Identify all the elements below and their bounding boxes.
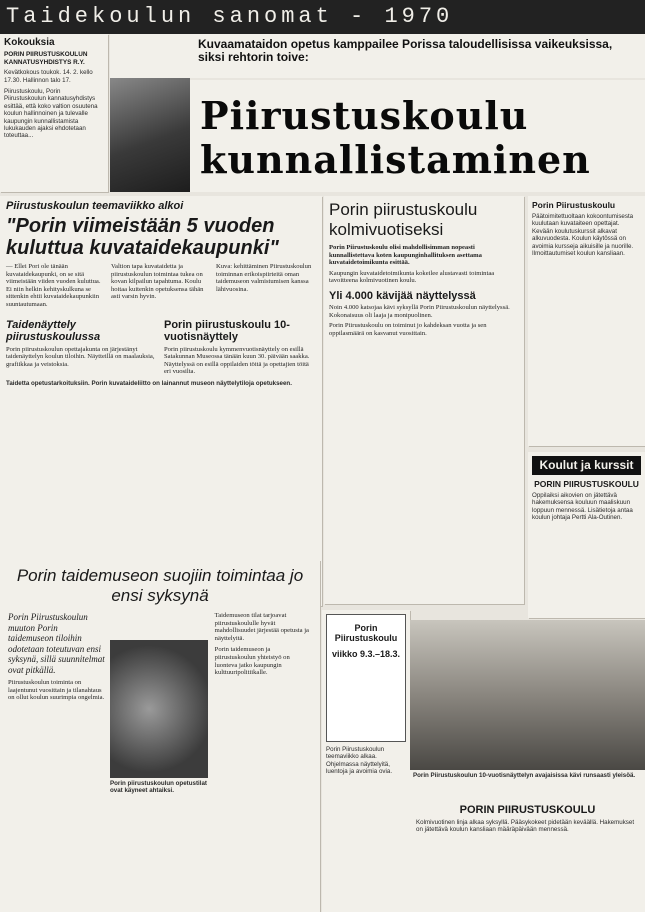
kolmivuotiseksi-text-2: Porin Piirustuskoulu on toiminut jo kahdeksan vuotta ja sen oppilasmäärä on kasvanut vuosittain. (329, 322, 487, 337)
portrait-photo (110, 78, 190, 192)
classroom-photo (110, 640, 208, 778)
exhibition-photo-clipping (410, 620, 645, 800)
piirustuskoulu-notice (528, 196, 645, 446)
koulut-ja-kurssit-notice (528, 452, 645, 618)
nayttely-10v-heading: Porin piirustuskoulu 10-vuotisnäyttely (164, 318, 290, 343)
kokouksia-clipping (0, 34, 108, 192)
piirustuskoulu-heading: Porin Piirustuskoulu (532, 200, 616, 210)
main-headline: Piirustuskoulu kunnallistaminen (200, 93, 591, 182)
article-columns (6, 263, 316, 309)
taidemuseo-headline: Porin taidemuseon suojiin toimintaa jo ensi syksynä (16, 566, 304, 605)
kolmivuotiseksi-headline: Porin piirustuskoulu kolmivuotiseksi (329, 200, 478, 239)
taidemuseo-article (0, 560, 320, 912)
article-kicker: Piirustuskoulun teemaviikko alkoi (6, 200, 184, 212)
taidetta-opetukseen-text: Taidetta opetustarkoituksiin. Porin kuvataideliitto on lainannut museon näyttelytiloja opetukseen. (6, 379, 292, 387)
koulut-text: Oppilaiksi aikovien on jätettävä hakemuksensa kouluun maaliskuun loppuun mennessä. Lisätietoja antaa koulun johtaja Pertti Ala-Outinen. (532, 492, 633, 522)
kolmivuotinen-text: Kolmivuotinen linja alkaa syksyllä. Pääsykokeet pidetään keväällä. Hakemukset on jätettävä koulun kansliaan määräpäivään mennessä. (416, 819, 635, 834)
kolmivuotiseksi-lede: Porin Piirustuskoulu olisi mahdollisimman nopeasti kunnallistettava koten kaupunginhallituksen asettama kuvataidetoimikunta esittää. (329, 244, 482, 267)
taidemuseo-column-3: Porin taidemuseon ja piirustuskoulun yhteistyö on luonteva jatko kaupungin kulttuuripolitiikalle. (214, 646, 290, 677)
kolmivuotinen-linja-notice (410, 800, 645, 912)
classroom-photo-caption: Porin piirustuskoulun opetustilat ovat käyneet ahtaiksi. (110, 780, 207, 795)
taidemuseo-column-1: Piirustuskoulun toiminta on laajentunut vuosittain ja tilanahtaus on ollut koulun suurimpia ongelmia. (8, 679, 105, 702)
taidenayttely-text: Porin piirustuskoulun opettajakunta on järjestänyt taidenäyttelyn koulun tiloihin. Näytteillä on maalauksia, grafiikkaa ja veistoksia. (6, 345, 155, 368)
exhibition-photo-caption: Porin Piirustuskoulun 10-vuotisnäyttelyn avajaisissa kävi runsaasti yleisöä. (413, 772, 636, 779)
article-headline: "Porin viimeistään 5 vuoden kuluttua kuvataidekaupunki" (6, 215, 279, 259)
kuvataidekaupunki-article (0, 196, 322, 606)
article-column-1: — Ellei Pori ole tänään kuvataidekaupunki, on se sitä viimeistään viiden vuoden kuluttua. Ei niin helkin kehityskulkuna se sittenkin ehtii kuvataidekaupunkiin suuntautumaan. (6, 263, 101, 308)
kokouksia-text-1: Kevätkokous toukok. 14. 2. kello 17.30. Hallinnon talo 17. (4, 69, 93, 84)
kokouksia-text-2: Piirustuskoulu, Porin Piirustuskoulun kannatusyhdistys esittää, että koko valtion osuutena koulun hallinnoinen ja tulevalle kaupungin kunnallistamista lukukauden ajaksi ehdotetaan toteuttaa... (4, 88, 98, 140)
koulut-badge: Koulut ja kurssit (532, 456, 641, 475)
poster-dates: viikko 9.3.–18.3. (331, 649, 401, 659)
yli-4000-heading: Yli 4.000 kävijää näyttelyssä (329, 289, 476, 302)
exhibition-photo (410, 620, 645, 770)
piirustuskoulu-text: Päätoimitettuoltaan kokoontumisesta kuulutaan kuvataiteen opettajat. Kevään koulutuskurssit alkavat alkuvuodesta. Koulun käytössä on avoimia kursseja aikuisille ja nuorille. Ilmoittautumiset koulun kansliaan. (532, 213, 634, 258)
poster-box (326, 614, 406, 742)
koulut-heading: PORIN PIIRUSTUSKOULU (534, 479, 639, 489)
kokouksia-heading: Kokouksia (4, 37, 55, 48)
taidemuseo-lede: Porin Piirustuskoulun muuton Porin taidemuseon tiloihin odotetaan toteutuvan ensi syksynä, sillä suunnitelmat ovat pitkällä. (8, 612, 105, 675)
article-column-3: Kuva: kehittäminen Piirustuskoulun toiminnan erikoispiirteitä oman taidemuseon valmistumisen kanssa lähivuosina. (216, 263, 312, 293)
main-headline-clipping (190, 80, 645, 192)
top-headline-strip (110, 34, 645, 78)
poster-title: Porin Piirustuskoulu (334, 623, 398, 643)
kolmivuotiseksi-text: Kaupungin kuvataidetoimikunta kokeilee alustavasti toimintaa tavoitteena kolmivuotinen koulu. (329, 269, 495, 285)
taidemuseo-column-2: Taidemuseon tilat tarjoavat piirustuskoululle hyvät mahdollisuudet järjestää opetusta ja näyttelyitä. (214, 612, 309, 642)
kolmivuotinen-heading: PORIN PIIRUSTUSKOULU (459, 804, 596, 816)
masthead-title: Taidekoulun sanomat - 1970 (0, 0, 645, 34)
yli-4000-text: Noin 4.000 katsojaa kävi syksyllä Porin Piirustuskoulun näyttelyssä. Kokonaisuus oli laaja ja monipuolinen. (329, 303, 510, 319)
kokouksia-org: PORIN PIIRUSTUSKOULUN KANNATUSYHDISTYS R.Y. (4, 51, 88, 66)
poster-caption: Porin Piirustuskoulun teemaviikko alkaa. Ohjelmassa näyttelyitä, luentoja ja avoimia ovia. (326, 746, 393, 776)
nayttely-10v-text: Porin piirustuskoulu kymmenvuotisnäyttely on esillä Satakunnan Museossa tänään kuun 30. päivään saakka. Näyttelyssä on esillä oppilaiden töitä ja opettajien töitä eri vuosilta. (164, 345, 310, 376)
article-column-2: Valtion tapa kuvataidetta ja piirustuskoulun toimintaa tukea on kovan kilpailun tapahtuma. Koulu hoitaa kuitenkin opetuksensa tähän asti varsin hyvin. (111, 263, 204, 301)
taidenayttely-heading: Taidenäyttely piirustuskoulussa (6, 318, 101, 343)
kolmivuotiseksi-article (324, 196, 524, 604)
top-headline: Kuvaamataidon opetus kamppailee Porissa taloudellisissa vaikeuksissa, siksi rehtorin toive: (198, 37, 613, 64)
teemaviikko-poster (322, 610, 410, 912)
